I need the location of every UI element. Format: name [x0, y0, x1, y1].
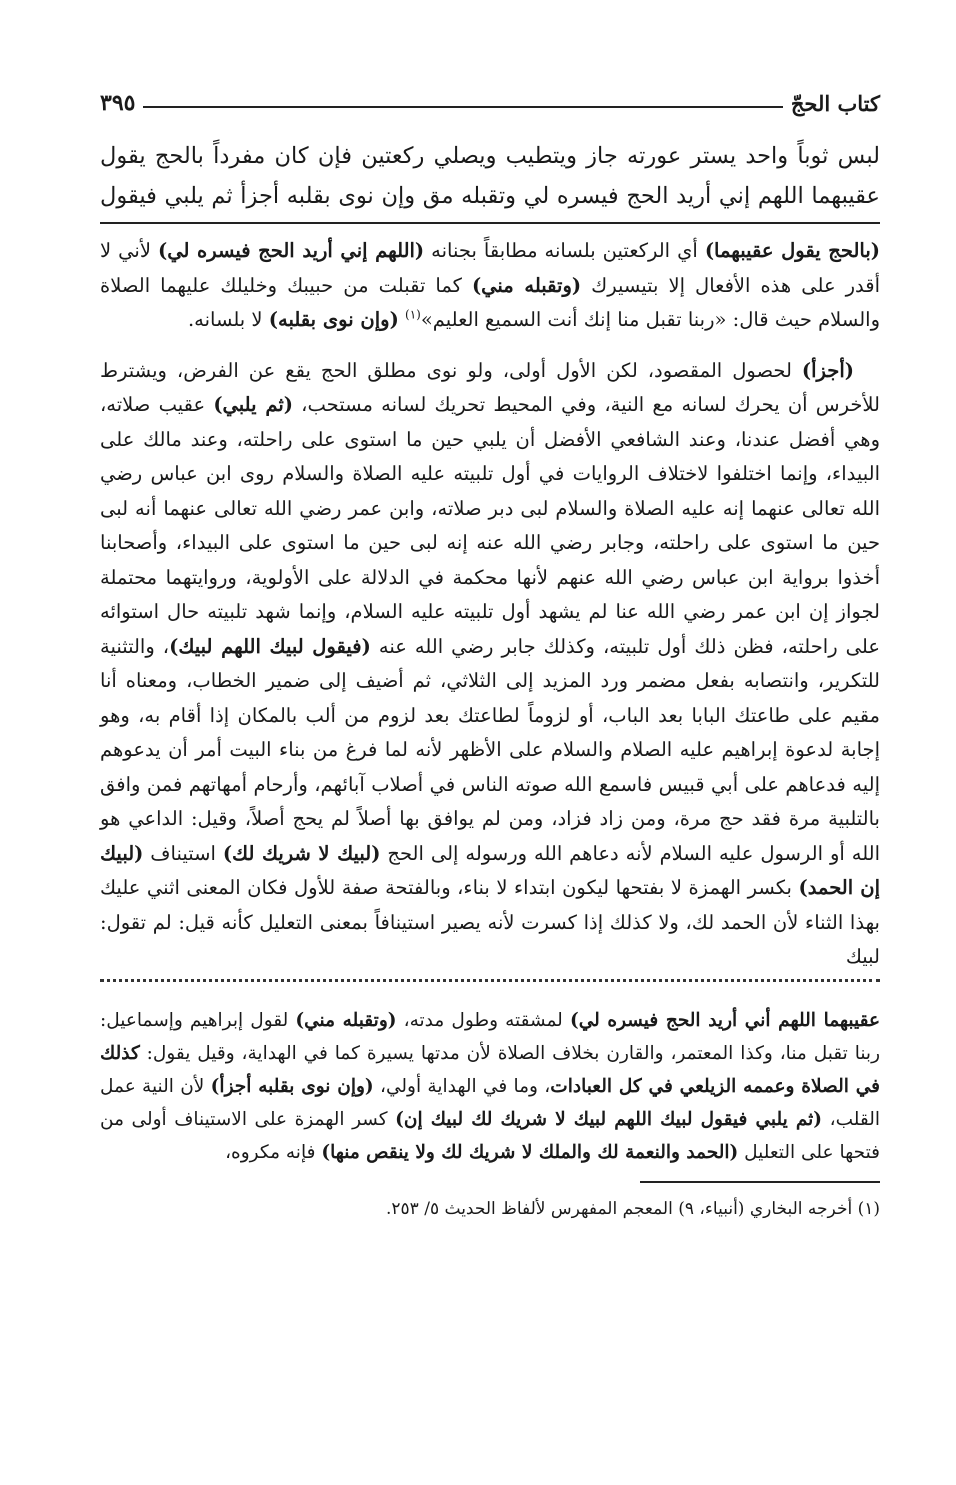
- gloss-quote: (وتقبله مني): [295, 1009, 397, 1031]
- commentary-text: استيناف: [143, 841, 223, 865]
- gloss-text: ، وما في الهداية أولي،: [373, 1075, 551, 1097]
- gloss-quote: كذلك في الصلاة وعممه الزيلعي في كل العبادات: [100, 1042, 880, 1097]
- commentary-quote: (أجزأ): [801, 358, 854, 382]
- commentary-quote: (ثم يلبي): [213, 393, 293, 416]
- gloss-quote: (وإن نوى بقلبه أجزأ): [210, 1075, 374, 1097]
- matn-text: لبس ثوباً واحد يستر عورته جاز ويتطيب ويصلي ركعتين فإن كان مفرداً بالحج يقول عقيبهما اللهم إني أريد الحج فيسره لي وتقبله مق وإن نوى بقلبه أجزأ ثم يلبي فيقول: [100, 143, 880, 209]
- dotted-separator: [100, 979, 880, 996]
- book-title: كتاب الحجّ: [790, 90, 880, 116]
- commentary: [100, 234, 880, 975]
- matn-divider: [100, 222, 880, 224]
- commentary-text: لأني لا أقدر على هذه الأفعال إلا بتيسيرك: [100, 239, 880, 297]
- commentary-quote: (وإن نوى بقلبه): [268, 308, 399, 331]
- gloss-quote: (ثم يلبي فيقول لبيك اللهم لبيك لا شريك لك لبيك إن): [395, 1108, 823, 1130]
- gloss-quote: عقيبهما اللهم أني أريد الحج فيسره لي): [569, 1009, 880, 1031]
- commentary-text: عقيب صلاته، وهي أفضل عندنا، وعند الشافعي الأفضل أن يلبي حين ما استوى على راحلته، وعند مالك على البيداء، وإنما اختلفوا لاختلاف الروايات في أول تلبيته عليه الصلاة والسلام روى ابن عباس رضي الله تعالى عنهما إنه عليه الصلاة والسلام لبى دبر صلاته، وابن عمر رضي الله تعالى عنهما أنه لبى حين ما استوى على راحلته، وجابر رضي الله عنه إنه لبى حين ما استوى على البيداء، وأصحابنا أخذوا برواية ابن عباس رضي الله عنهم لأنها محكمة في الدلالة على الأولوية، وروايتهما محتملة لجواز إن ابن عمر رضي الله عنا لم يشهد أول تلبيته عليه السلام، وإنما شهد تلبيته حال استوائه على راحلته، فظن ذلك أول تلبيته، وكذلك جابر رضي الله عنه: [100, 393, 881, 658]
- book-page: [100, 86, 880, 1466]
- commentary-text: بكسر الهمزة لا بفتحها ليكون ابتداء لا بناء، وبالفتحة صفة للأول فكان المعنى اثني عليك بهذا الثناء لأن الحمد لك، ولا كذلك إذا كسرت لأنه يصير استينافاً بمعنى التعليل كأنه قيل: لم تقول: لبيك: [100, 876, 880, 968]
- marginal-gloss: [100, 1004, 880, 1169]
- commentary-paragraph-2: [100, 354, 880, 975]
- footnote-rule: [640, 1181, 880, 1183]
- footnote: (١) أخرجه البخاري (أنبياء، ٩) المعجم المفهرس لألفاظ الحديث ٥/ ٢٥٣.: [386, 1198, 880, 1219]
- gloss-text: فإنه مكروه،: [225, 1141, 322, 1163]
- gloss-text: لأن النية عمل القلب،: [100, 1075, 881, 1130]
- commentary-quote: (فيقول لبيك اللهم لبيك): [169, 634, 371, 658]
- commentary-text: كما تقبلت من حبيبك وخليلك عليهما الصلاة والسلام حيث قال: «ربنا تقبل منا إنك أنت السميع العليم»: [100, 273, 880, 331]
- commentary-quote: (اللهم إني أريد الحج فيسره لي): [157, 239, 425, 262]
- gloss-text: لمشقته وطول مدته،: [396, 1009, 570, 1031]
- commentary-quote: (بالحج يقول عقيبهما): [704, 239, 880, 262]
- gloss-text: لقول إبراهيم وإسماعيل: ربنا تقبل منا، وكذا المعتمر، والقارن بخلاف الصلاة لأن مدتها يسيرة كما في الهداية، وقيل يقول:: [100, 1009, 880, 1064]
- commentary-text: لا بلسانه.: [187, 308, 269, 331]
- commentary-quote: (وتقبله مني): [471, 273, 582, 297]
- footnote-marker[interactable]: (١): [405, 307, 421, 322]
- commentary-quote: (لبيك لا شريك لك): [222, 841, 381, 865]
- running-header: [100, 86, 880, 120]
- commentary-text: أي الركعتين بلسانه مطابقاً بجنانه: [424, 239, 705, 262]
- commentary-text: لحصول المقصود، لكن الأول أولى، ولو نوى مطلق الحج يقع عن الفرض، ويشترط للأخرس أن يحرك لسانه مع النية، وفي المحيط تحريك لسانه مستحب،: [100, 358, 880, 416]
- commentary-text: ، والتثنية للتكرير، وانتصابه بفعل مضمر ورد المزيد إلى الثلاثي، ثم أضيف إلى ضمير الخطاب، ومعناه أنا مقيم على طاعتك البابا بعد الباب، أو لزوماً لطاعتك بعد لزوم من ألب بالمكان إذا أقام به، وهو إجابة لدعوة إبراهيم عليه الصلام والسلام على الأظهر لأنه لما فرغ من بناء البيت أمر أن يدعوهم إليه فدعاهم على أبي قبيس فاسمع الله صوته الناس في أصلاب آبائهم، وأرحام أمهاتهم فمن وافق بالتلبية مرة فقد حج مرة، ومن زاد فزاد، ومن لم يوافق بها أصلاً لم يحج أصلاً، وقيل: الداعي هو الله أو الرسول عليه السلام لأنه دعاهم الله ورسوله إلى الحج: [100, 634, 881, 865]
- gloss-text: كسر الهمزة على الاستيناف أولى من فتحها على التعليل: [100, 1108, 880, 1163]
- commentary-quote: (لبيك إن الحمد): [100, 841, 881, 899]
- page-number: ٣٩٥: [100, 90, 136, 116]
- gloss-quote: (الحمد والنعمة لك والملك لا شريك لك ولا ينقص منها): [321, 1141, 739, 1163]
- commentary-paragraph-1: [100, 234, 880, 338]
- header-rule: [143, 106, 782, 108]
